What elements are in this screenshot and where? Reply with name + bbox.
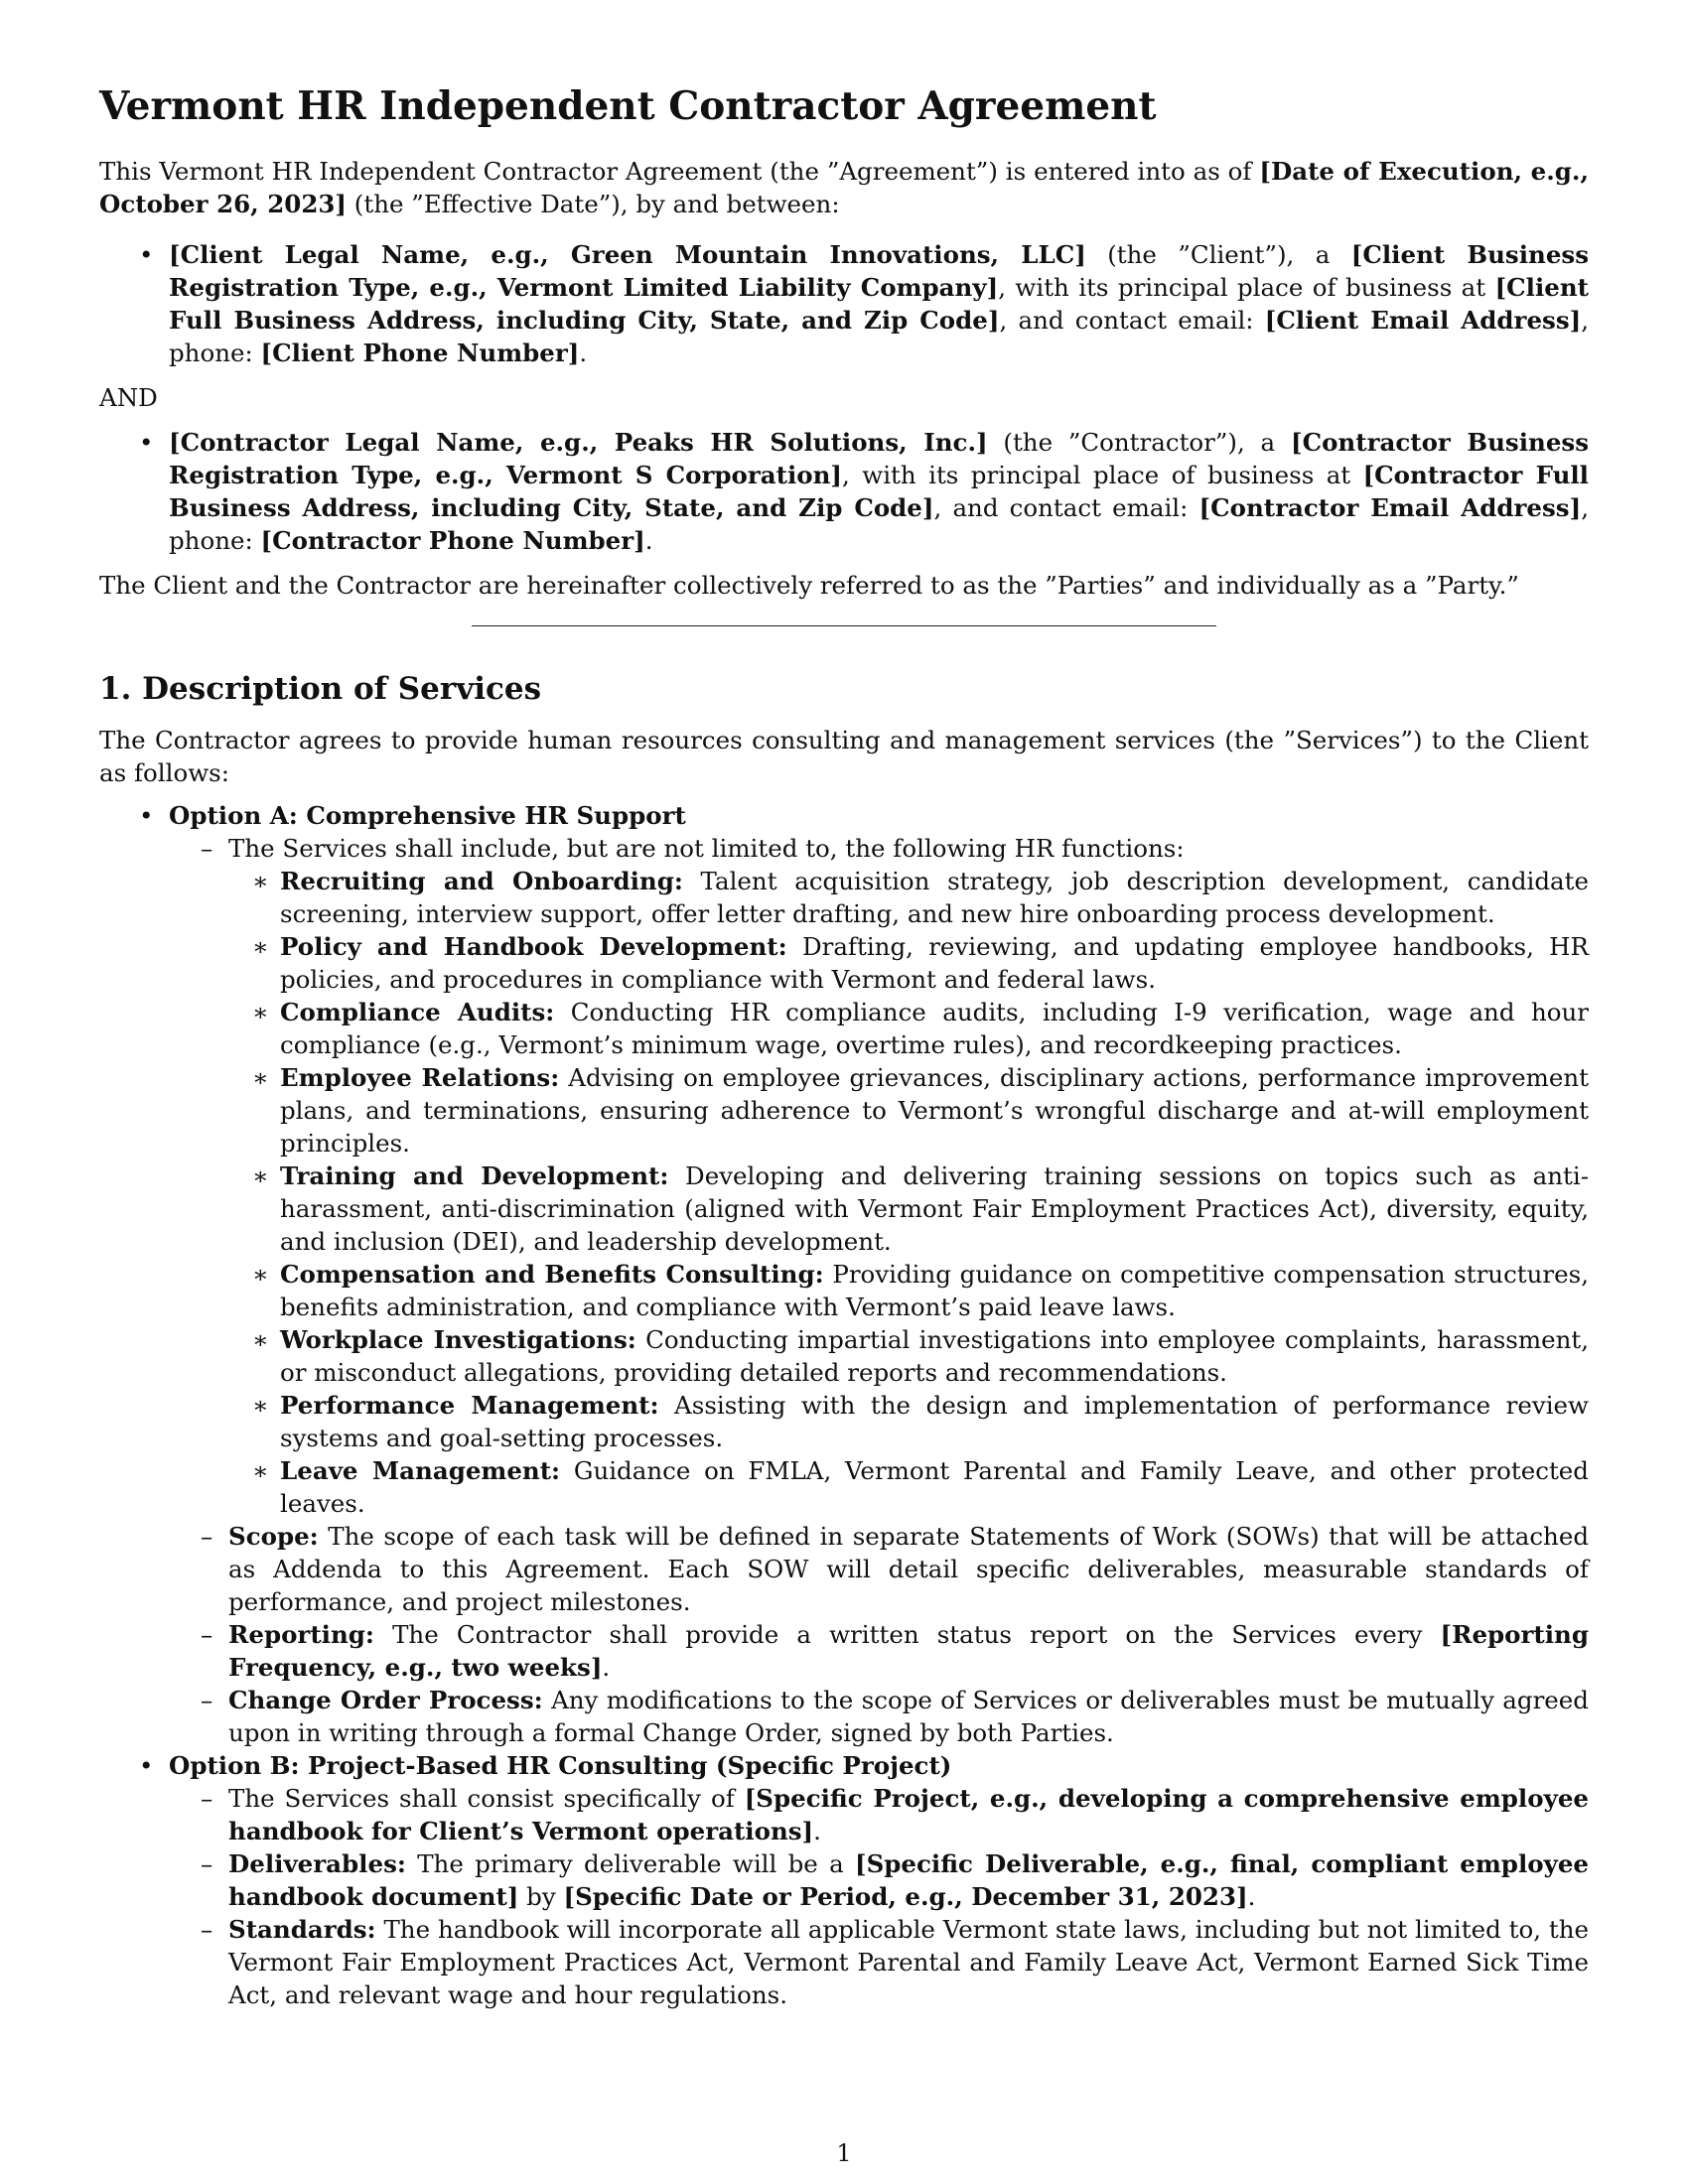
option-a-label: Option A: Comprehensive HR Support	[169, 801, 686, 830]
functions-intro: The Services shall include, but are not limited to, the following HR functions:	[228, 834, 1185, 863]
standards-label: Standards:	[228, 1915, 376, 1944]
reporting-text: The Contractor shall provide a written status report on the Services every	[373, 1620, 1441, 1649]
hr-function-text: Developing and delivering training sessions on topics such as anti-harassment, anti-discrimination (aligned with Vermont Fair Employment Practices Act), diversity, equity, and inclusion (DEI), and leadership development.	[280, 1161, 1589, 1256]
client-address-placeholder: [Client Full Business Address, including City, State, and Zip Code]	[169, 273, 1589, 335]
client-party-item	[169, 238, 1589, 369]
deliverables-text: by	[518, 1882, 564, 1911]
client-registration-placeholder: [Client Business Registration Type, e.g., Vermont Limited Liability Company]	[169, 240, 1589, 302]
reporting-item	[228, 1618, 1589, 1684]
client-text: , and contact email:	[999, 306, 1265, 335]
contractor-text: (the ”Contractor”), a	[987, 428, 1291, 457]
option-b-label: Option B: Project-Based HR Consulting (Specific Project)	[169, 1751, 952, 1780]
project-scope-item	[228, 1782, 1589, 1847]
client-phone-placeholder: [Client Phone Number]	[260, 339, 580, 367]
scope-item	[228, 1520, 1589, 1618]
service-options-list	[99, 799, 1589, 2011]
deliverables-text: The primary deliverable will be a	[405, 1849, 855, 1878]
specific-date-placeholder: [Specific Date or Period, e.g., December 31, 2023]	[563, 1882, 1248, 1911]
list-item	[228, 832, 1589, 1520]
specific-deliverable-placeholder: [Specific Deliverable, e.g., final, compliant employee handbook document]	[228, 1849, 1590, 1911]
services-intro: The Contractor agrees to provide human resources consulting and management services (the ”Services”) to the Client as follows:	[99, 726, 1589, 787]
contractor-registration-placeholder: [Contractor Business Registration Type, e.g., Vermont S Corporation]	[169, 428, 1589, 489]
scope-text: The scope of each task will be defined in separate Statements of Work (SOWs) that will be attached as Addenda to this Agreement. Each SOW will detail specific deliverables, measurable standards of performance, and project milestones.	[228, 1522, 1589, 1616]
hr-function-text: Guidance on FMLA, Vermont Parental and Family Leave, and other protected leaves.	[280, 1456, 1589, 1518]
project-scope-end: .	[813, 1817, 821, 1845]
change-order-text: Any modifications to the scope of Services or deliverables must be mutually agreed upon in writing through a formal Change Order, signed by both Parties.	[228, 1686, 1589, 1747]
page-number: 1	[836, 2139, 852, 2167]
change-order-label: Change Order Process:	[228, 1686, 543, 1714]
project-scope-text: The Services shall consist specifically of	[228, 1784, 745, 1813]
intro-text: This Vermont HR Independent Contractor Agreement (the ”Agreement”) is entered into as of	[99, 157, 1260, 186]
hr-function-label: Employee Relations:	[280, 1063, 560, 1092]
option-a-sublist	[169, 832, 1589, 1749]
intro-paragraph	[99, 155, 1589, 220]
hr-function-label: Workplace Investigations:	[280, 1325, 636, 1354]
contractor-party-list	[99, 426, 1589, 557]
contractor-text: , phone:	[169, 493, 1589, 555]
hr-function-text: Assisting with the design and implementation of performance review systems and goal-setting processes.	[280, 1391, 1590, 1452]
hr-function-item	[280, 1323, 1589, 1389]
hr-function-label: Compliance Audits:	[280, 998, 555, 1026]
scope-label: Scope:	[228, 1522, 319, 1551]
client-text: (the ”Client”), a	[1085, 240, 1351, 269]
section-divider	[472, 625, 1216, 626]
deliverables-end: .	[1247, 1882, 1256, 1911]
change-order-item	[228, 1684, 1589, 1749]
hr-function-item	[280, 1258, 1589, 1323]
standards-item	[228, 1913, 1589, 2011]
client-text: , with its principal place of business at	[998, 273, 1495, 302]
hr-function-text: Drafting, reviewing, and updating employee handbooks, HR policies, and procedures in compliance with Vermont and federal laws.	[280, 932, 1589, 994]
client-name-placeholder: [Client Legal Name, e.g., Green Mountain Innovations, LLC]	[169, 240, 1086, 269]
hr-function-text: Providing guidance on competitive compensation structures, benefits administration, and compliance with Vermont’s paid leave laws.	[280, 1260, 1589, 1321]
hr-function-item	[280, 1160, 1589, 1258]
hr-function-item	[280, 996, 1589, 1061]
hr-function-item	[280, 1389, 1589, 1454]
and-separator: AND	[99, 383, 158, 412]
standards-text: The handbook will incorporate all applicable Vermont state laws, including but not limited to, the Vermont Fair Employment Practices Act, Vermont Parental and Family Leave Act, Vermont Earned Sick Time Act, and relevant wage and hour regulations.	[228, 1915, 1589, 2009]
intro-text: (the ”Effective Date”), by and between:	[347, 190, 840, 218]
client-email-placeholder: [Client Email Address]	[1264, 306, 1582, 335]
contractor-party-item	[169, 426, 1589, 557]
option-b-sublist	[169, 1782, 1589, 2011]
specific-project-placeholder: [Specific Project, e.g., developing a comprehensive employee handbook for Client’s Vermont operations]	[228, 1784, 1589, 1845]
parties-definition: The Client and the Contractor are hereinafter collectively referred to as the ”Parties” and individually as a ”Party.”	[99, 571, 1519, 600]
hr-function-text: Advising on employee grievances, disciplinary actions, performance improvement plans, and terminations, ensuring adherence to Vermont’s wrongful discharge and at-will employment principles.	[280, 1063, 1589, 1158]
hr-function-label: Compensation and Benefits Consulting:	[280, 1260, 824, 1289]
deliverables-item	[228, 1847, 1589, 1913]
hr-function-item	[280, 865, 1589, 930]
hr-function-label: Training and Development:	[280, 1161, 669, 1190]
contractor-text: , with its principal place of business at	[842, 461, 1363, 489]
reporting-frequency-placeholder: [Reporting Frequency, e.g., two weeks]	[228, 1620, 1589, 1682]
hr-function-text: Conducting impartial investigations into employee complaints, harassment, or misconduct allegations, providing detailed reports and recommendations.	[280, 1325, 1589, 1387]
contractor-text: , and contact email:	[933, 493, 1199, 522]
hr-function-label: Leave Management:	[280, 1456, 561, 1485]
client-text: .	[579, 339, 588, 367]
hr-function-text: Conducting HR compliance audits, including I-9 verification, wage and hour compliance (e.g., Vermont’s minimum wage, overtime rules), and recordkeeping practices.	[280, 998, 1589, 1059]
contractor-address-placeholder: [Contractor Full Business Address, including City, State, and Zip Code]	[169, 461, 1589, 522]
hr-functions-list	[228, 865, 1589, 1520]
hr-function-item	[280, 1061, 1589, 1160]
document-title: Vermont HR Independent Contractor Agreement	[99, 83, 1157, 129]
hr-function-item	[280, 1454, 1589, 1520]
option-b-item	[169, 1749, 1589, 2011]
client-party-list	[99, 238, 1589, 369]
contractor-name-placeholder: [Contractor Legal Name, e.g., Peaks HR Solutions, Inc.]	[169, 428, 988, 457]
hr-function-label: Recruiting and Onboarding:	[280, 867, 683, 895]
hr-function-label: Policy and Handbook Development:	[280, 932, 787, 961]
contractor-phone-placeholder: [Contractor Phone Number]	[260, 526, 645, 555]
reporting-label: Reporting:	[228, 1620, 374, 1649]
deliverables-label: Deliverables:	[228, 1849, 406, 1878]
hr-function-text: Talent acquisition strategy, job description development, candidate screening, interview support, offer letter drafting, and new hire onboarding process development.	[280, 867, 1589, 928]
option-a-item	[169, 799, 1589, 1749]
hr-function-label: Performance Management:	[280, 1391, 659, 1420]
client-text: , phone:	[169, 306, 1590, 367]
hr-function-item	[280, 930, 1589, 996]
reporting-end: .	[602, 1653, 611, 1682]
contractor-text: .	[644, 526, 653, 555]
contractor-email-placeholder: [Contractor Email Address]	[1198, 493, 1582, 522]
document-page	[99, 83, 1589, 2011]
section-heading: 1. Description of Services	[99, 671, 542, 707]
execution-date-placeholder: [Date of Execution, e.g., October 26, 2023]	[99, 157, 1589, 218]
